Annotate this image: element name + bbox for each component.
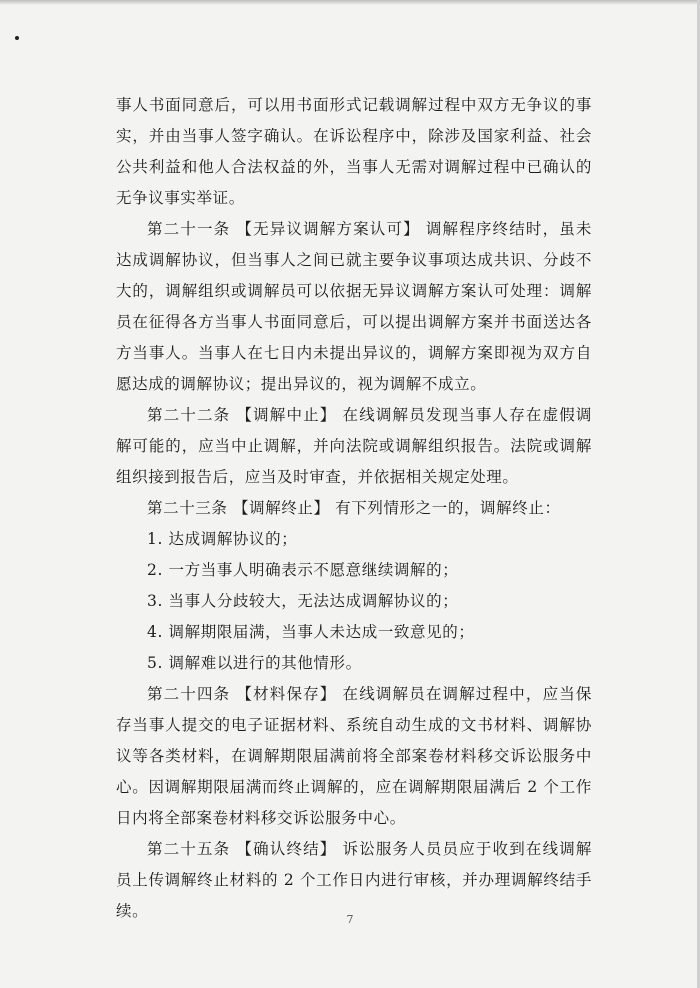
article-25: 第二十五条 【确认终结】 诉讼服务人员员应于收到在线调解员上传调解终止材料的 2 个工作日内进行审核，并办理调解终结手续。 [116, 840, 592, 920]
article-21: 第二十一条 【无异议调解方案认可】 调解程序终结时，虽未达成调解协议，但当事人之间已就主要争议事项达成共识、分歧不大的，调解组织或调解员可以依据无异议调解方案认可处理：调解员在征得各方当事人书面同意后，可以提出调解方案并书面送达各方当事人。当事人在七日内未提出异议的，调解方案即视为双方自愿达成的调解协议；提出异议的，视为调解不成立。 [116, 220, 592, 393]
list-item: 2. 一方当事人明确表示不愿意继续调解的； [147, 561, 459, 579]
article-22: 第二十二条 【调解中止】 在线调解员发现当事人存在虚假调解可能的，应当中止调解，并向法院或调解组织报告。法院或调解组织接到报告后，应当及时审查，并依据相关规定处理。 [116, 406, 592, 486]
scan-dot-mark [15, 36, 19, 40]
list-item: 5. 调解难以进行的其他情形。 [147, 654, 362, 672]
scan-edge-top [0, 0, 700, 5]
document-body [116, 90, 592, 927]
list-item: 1. 达成调解协议的； [147, 530, 298, 548]
article-24: 第二十四条 【材料保存】 在线调解员在调解过程中，应当保存当事人提交的电子证据材料、系统自动生成的文书材料、调解协议等各类材料，在调解期限届满前将全部案卷材料移交诉讼服务中心。因调解期限届满而终止调解的，应在调解期限届满后 2 个工作日内将全部案卷材料移交诉讼服务中心。 [116, 685, 592, 827]
list-item: 3. 当事人分歧较大，无法达成调解协议的； [147, 592, 459, 610]
list-item: 4. 调解期限届满，当事人未达成一致意见的； [147, 623, 475, 641]
paragraph-continuation: 事人书面同意后，可以用书面形式记载调解过程中双方无争议的事实，并由当事人签字确认。在诉讼程序中，除涉及国家利益、社会公共利益和他人合法权益的外，当事人无需对调解过程中已确认的无争议事实举证。 [116, 96, 592, 207]
page-number: 7 [346, 913, 354, 926]
article-23: 第二十三条 【调解终止】 有下列情形之一的，调解终止： [147, 499, 561, 517]
